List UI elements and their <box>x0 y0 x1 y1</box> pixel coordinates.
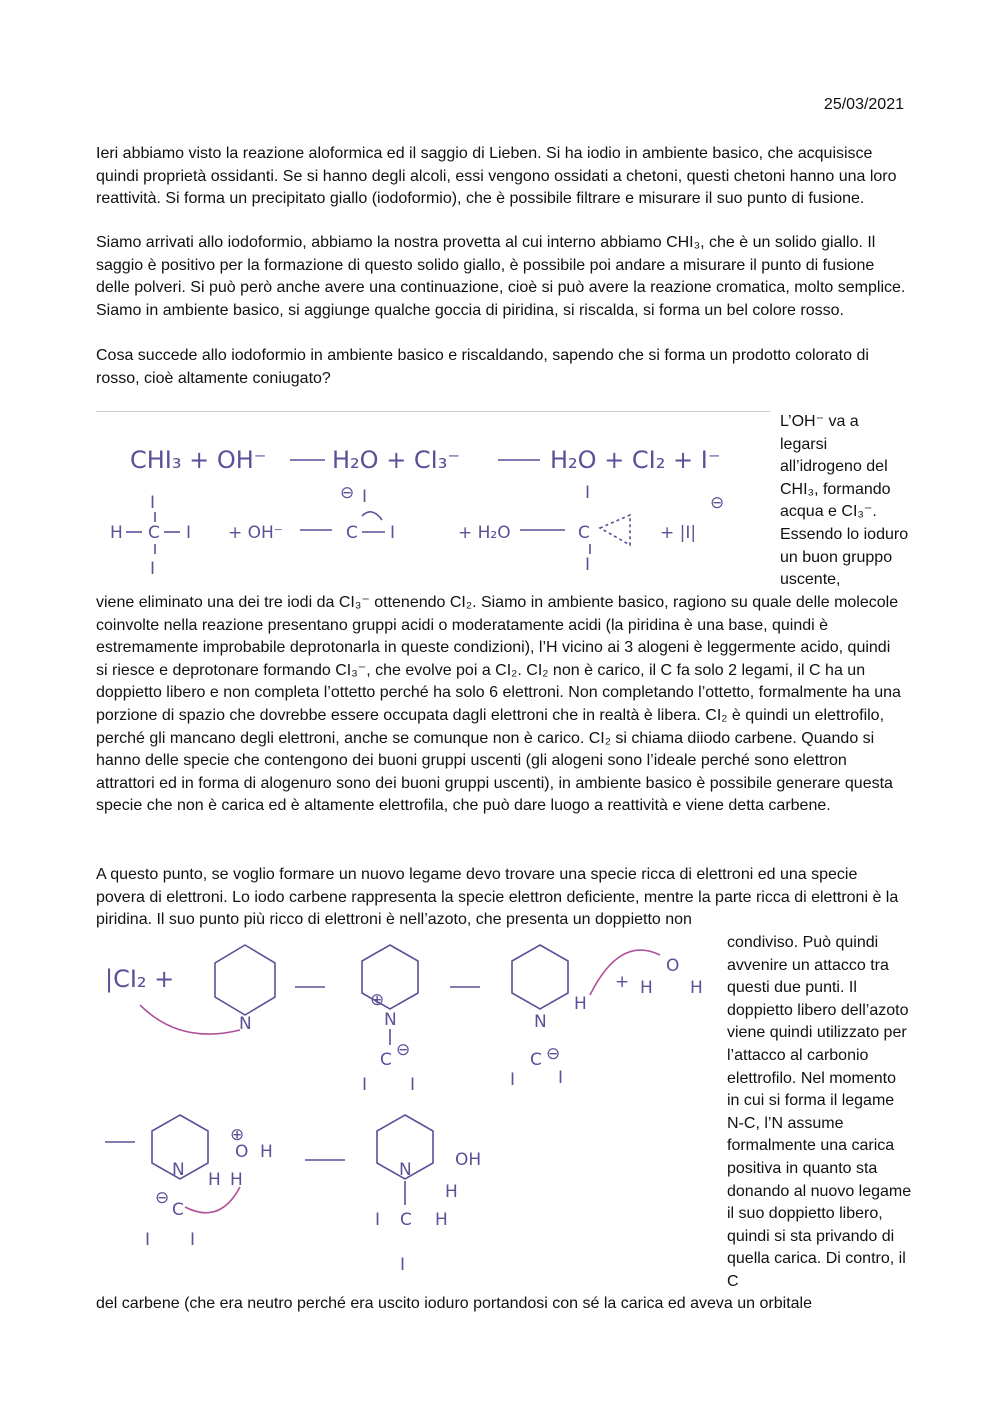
hydrogen-atom-label: H <box>574 994 587 1014</box>
iodine-atom-label: I <box>558 1068 564 1088</box>
carbon-atom-label: C <box>400 1210 412 1230</box>
hydrogen-atom-label: H <box>230 1170 243 1190</box>
hydrogen-atom-label: H <box>110 523 123 543</box>
oxonium-charge-label: ⊕ <box>230 1125 245 1145</box>
curved-arrow-icon <box>185 1187 240 1213</box>
empty-orbital-icon <box>600 515 630 545</box>
hydrogen-atom-label: H <box>445 1182 458 1202</box>
carbene-paragraph: viene eliminato una dei tre iodi da CI₃⁻ ottenendo CI₂. Siamo in ambiente basico, ragiono su quale delle molecole coinvolte nella reazione presentano gruppi acidi o moderatamente acidi (la piridina è una base, quindi è estremamente improbabile deprotonarla in queste condizioni), l’H vicino ai 3 alogeni è leggermente acido, quindi si riesce e deprotonare formando CI₃⁻, che evolve poi a CI₂. CI₂ non è carico, il C fa solo 2 legami, il C ha un doppietto libero e non completa l’ottetto perché ha solo 6 elettroni. Non completando l’ottetto, formalmente ha una porzione di spazio che dovrebbe essere occupata dagli elettroni che in realtà è libera. CI₂ è quindi un elettrofilo, perché gli mancano degli elettroni, anche se comunque non è carico. CI₂ si chiama diiodo carbene. Quando si hanno delle specie che contengono dei buoni gruppi uscenti (gli alogeni sono l’ideale perché sono elettron attrattori ed in forma di alogenuro sono dei buoni gruppi uscenti), in ambiente basico è possibile generare questa specie che non è carica ed è altamente elettrofila, che può dare luogo a reattività e viene detta carbene. <box>96 594 901 815</box>
iodide-charge-label: ⊖ <box>710 493 725 513</box>
section-divider <box>96 411 770 412</box>
hydrogen-atom-label: H <box>208 1170 221 1190</box>
nitrogen-atom-label: N <box>239 1014 252 1034</box>
carbon-atom-label: C <box>380 1050 392 1070</box>
hydroxide-label: + OH⁻ <box>228 523 283 543</box>
iodine-atom-label: I <box>410 1075 416 1095</box>
side-text-hydroxide: L’OH⁻ va a legarsi all’idrogeno del CHI₃, formando acqua e CI₃⁻. Essendo lo ioduro un buon gruppo uscente, <box>780 413 909 589</box>
iodine-atom-label: I <box>400 1255 406 1275</box>
intro-paragraph-2: Siamo arrivati allo iodoformio, abbiamo la nostra provetta al cui interno abbiamo CHI₃, che è un solido giallo. Il saggio è positivo per la formazione di questo solido giallo, è possibile poi andare a misurare il punto di fusione delle polveri. Si può però anche avere una continuazione, cioè si può avere la reazione cromatica, molto semplice. Siamo in ambiente basico, si aggiunge qualche goccia di piridina, si riscalda, si forma un bel colore rosso. <box>96 234 906 319</box>
carbon-atom-label: C <box>530 1050 542 1070</box>
carbon-atom-label: C <box>148 523 160 543</box>
document-date: 25/03/2021 <box>823 96 904 113</box>
reaction-scheme-pyridine <box>100 935 720 1290</box>
iodine-atom-label: I <box>190 1230 196 1250</box>
pyridine-ring-icon <box>215 945 275 1015</box>
iodine-atom-label: I <box>390 523 396 543</box>
carbon-atom-label: C <box>172 1200 184 1220</box>
carbon-atom-label: C <box>346 523 358 543</box>
iodide-label: + |I| <box>660 523 697 543</box>
nitrogen-atom-label: N <box>384 1010 397 1030</box>
iodine-atom-label: I <box>585 555 591 575</box>
curved-arrow-icon <box>362 512 382 520</box>
curved-arrow-icon <box>140 1005 240 1034</box>
nitrogen-atom-label: N <box>534 1012 547 1032</box>
nitrogen-charge-label: ⊕ <box>370 990 385 1010</box>
iodine-atom-label: I <box>510 1070 516 1090</box>
pyridine-paragraph: A questo punto, se voglio formare un nuovo legame devo trovare una specie ricca di elettroni ed una specie povera di elettroni. Lo iodo carbene rappresenta la specie elettron deficiente, mentre la parte ricca di elettroni è la piridina. Il suo punto più ricco di elettroni è nell’azoto, che presenta un doppietto non <box>96 866 899 929</box>
water-label: + H₂O <box>458 523 511 543</box>
oxygen-atom-label: O <box>666 956 680 976</box>
hydrogen-atom-label: H <box>260 1142 273 1162</box>
final-line: del carbene (che era neutro perché era uscito ioduro portandosi con sé la carica ed aveva un orbitale <box>96 1295 812 1312</box>
oxygen-atom-label: O <box>235 1142 249 1162</box>
carbon-charge-label: ⊖ <box>546 1044 561 1064</box>
intro-paragraph-1: Ieri abbiamo visto la reazione aloformica ed il saggio di Lieben. Si ha iodio in ambiente basico, che acquisisce quindi proprietà ossidanti. Se si hanno degli alcoli, essi vengono ossidati a chetoni, questi chetoni hanno una loro reattività. Si forma un precipitato giallo (iodoformio), che è possibile filtrare e misurare il suo punto di fusione. <box>96 145 897 208</box>
side-text-pyridine: condiviso. Può quindi avvenire un attacco tra questi due punti. Il doppietto libero dell’azoto viene quindi utilizzato per l’attacco al carbonio elettrofilo. Nel momento in cui si forma il legame N-C, l’N assume formalmente una carica positiva in quanto sta donando al nuovo legame il suo doppietto libero, quindi si sta privando di quella carica. Di contro, il C <box>727 934 912 1290</box>
reaction-scheme-iodoform <box>100 420 770 595</box>
carbon-atom-label: C <box>578 523 590 543</box>
carbon-charge-label: ⊖ <box>155 1188 170 1208</box>
hydrogen-atom-label: H <box>690 978 703 998</box>
iodine-atom-label: I <box>362 1075 368 1095</box>
scheme1-line1-reactants: CHI₃ + OH⁻ <box>130 446 267 474</box>
intro-paragraph-3: Cosa succede allo iodoformio in ambiente basico e riscaldando, sapendo che si forma un prodotto colorato di rosso, cioè altamente coniugato? <box>96 347 869 387</box>
iodine-atom-label: I <box>150 559 156 579</box>
hydroxyl-label: OH <box>455 1150 482 1170</box>
hydrogen-atom-label: H <box>435 1210 448 1230</box>
hydrogen-atom-label: H <box>640 978 653 998</box>
iodine-atom-label: I <box>585 483 591 503</box>
iodine-atom-label: I <box>150 493 156 513</box>
pyridine-ring-icon <box>512 945 568 1009</box>
iodine-atom-label: I <box>362 487 368 507</box>
nitrogen-atom-label: N <box>399 1160 412 1180</box>
scheme1-line1-products: H₂O + CI₂ + I⁻ <box>550 446 721 474</box>
carbon-charge-label: ⊖ <box>396 1040 411 1060</box>
carbanion-charge-label: ⊖ <box>340 483 355 503</box>
iodine-atom-label: I <box>145 1230 151 1250</box>
iodine-atom-label: I <box>186 523 192 543</box>
carbene-reactant-label: |CI₂ + <box>105 965 175 993</box>
iodine-atom-label: I <box>375 1210 381 1230</box>
nitrogen-atom-label: N <box>172 1160 185 1180</box>
scheme1-line1-intermediate: H₂O + CI₃⁻ <box>332 446 461 474</box>
plus-sign: + <box>615 972 630 992</box>
